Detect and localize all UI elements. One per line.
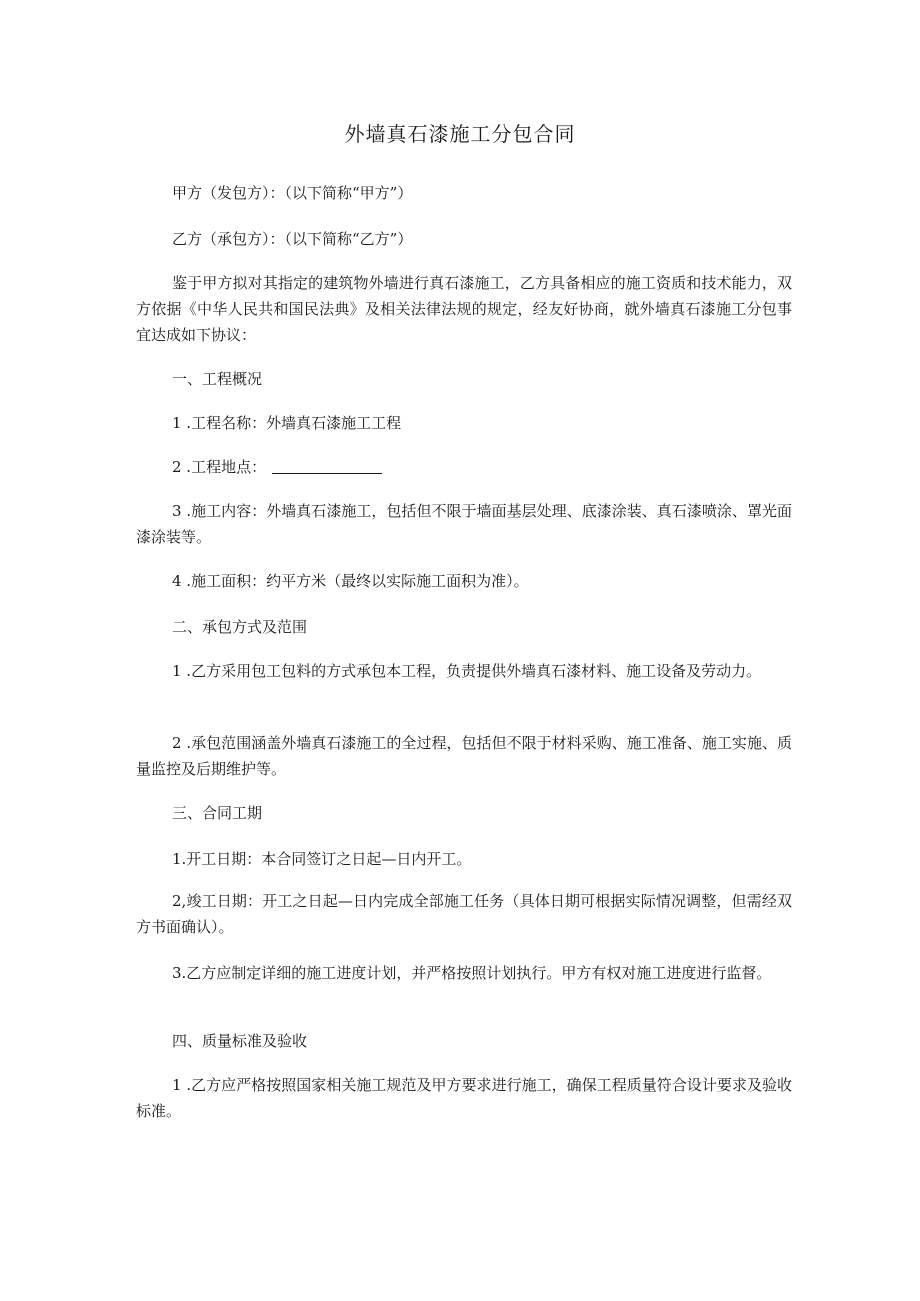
section-heading-schedule: 三、合同工期	[172, 804, 263, 822]
overview-item-construction-content: 3 .施工内容：外墙真石漆施工，包括但不限于墙面基层处理、底漆涂装、真石漆喷涂、罩光面漆涂装等。	[136, 502, 792, 546]
contracting-item-2: 2 .承包范围涵盖外墙真石漆施工的全过程，包括但不限于材料采购、施工准备、施工实施、质量监控及后期维护等。	[136, 734, 792, 778]
document-title: 外墙真石漆施工分包合同	[344, 122, 576, 146]
section-heading-quality: 四、质量标准及验收	[172, 1032, 308, 1050]
party-b-line: 乙方（承包方）：（以下简称“乙方”）	[172, 230, 413, 248]
overview-item-construction-area: 4 .施工面积：约平方米（最终以实际施工面积为准）。	[172, 572, 529, 590]
project-location-blank	[272, 457, 382, 474]
contracting-item-1: 1 .乙方采用包工包料的方式承包本工程，负责提供外墙真石漆材料、施工设备及劳动力。	[172, 662, 762, 680]
quality-item-1: 1 .乙方应严格按照国家相关施工规范及甲方要求进行施工，确保工程质量符合设计要求及验收标准。	[136, 1076, 792, 1120]
party-a-line: 甲方（发包方）：（以下简称“甲方”）	[172, 184, 413, 202]
overview-item-project-location	[136, 454, 792, 480]
schedule-item-progress-plan: 3.乙方应制定详细的施工进度计划，并严格按照计划执行。甲方有权对施工进度进行监督。	[172, 964, 772, 982]
project-location-label: 2 .工程地点：	[172, 458, 267, 476]
overview-item-project-name: 1 .工程名称：外墙真石漆施工工程	[172, 414, 402, 432]
schedule-item-completion-date: 2,竣工日期：开工之日起—日内完成全部施工任务（具体日期可根据实际情况调整，但需经双方书面确认）。	[136, 892, 792, 936]
preamble-paragraph: 鉴于甲方拟对其指定的建筑物外墙进行真石漆施工，乙方具备相应的施工资质和技术能力，双方依据《中华人民共和国民法典》及相关法律法规的规定，经友好协商，就外墙真石漆施工分包事宜达成如下协议：	[136, 274, 792, 344]
section-heading-contracting: 二、承包方式及范围	[172, 618, 308, 636]
schedule-item-start-date: 1.开工日期：本合同签订之日起—日内开工。	[172, 850, 472, 868]
section-heading-overview: 一、工程概况	[172, 370, 263, 388]
